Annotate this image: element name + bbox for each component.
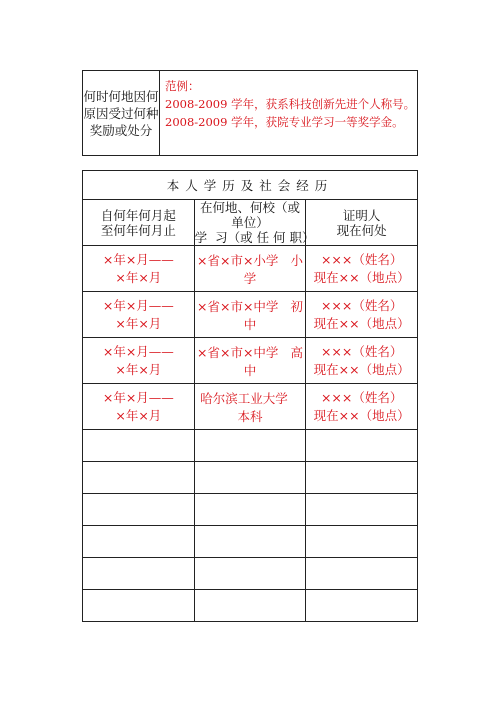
period-cell[interactable] [83,246,195,292]
witness-cell[interactable] [306,338,418,384]
period-from: ×年×月—— [102,251,174,267]
example-title: 范例： [165,79,200,93]
empty-table-row [83,430,418,462]
empty-cell[interactable] [83,590,195,622]
table-row [83,292,418,338]
witness-cell[interactable] [306,246,418,292]
witness-name: ×××（姓名） [320,251,403,267]
witness-name: ×××（姓名） [320,343,403,359]
empty-table-row [83,558,418,590]
witness-location: 现在××（地点） [313,361,410,377]
empty-cell[interactable] [83,558,195,590]
school-name: ×省×市×中学 [197,298,279,314]
place-cell[interactable] [194,246,306,292]
school-level: 本科 [237,408,263,424]
empty-table-row [83,462,418,494]
empty-cell[interactable] [306,558,418,590]
header-line: 学 习（或 任 何 职） [194,230,315,245]
empty-cell[interactable] [194,526,306,558]
period-to: ×年×月 [115,407,162,423]
table-row [83,246,418,292]
witness-cell[interactable] [306,292,418,338]
empty-cell[interactable] [83,430,195,462]
school-level: 初中 [243,298,303,332]
awards-example[interactable] [160,71,418,156]
header-place [194,200,315,246]
table-row [83,338,418,384]
witness-name: ×××（姓名） [320,389,403,405]
period-from: ×年×月—— [102,343,174,359]
empty-table-row [83,494,418,526]
example-line: 2008-2009 学年，获系科技创新先进个人称号。 [165,97,416,111]
empty-cell[interactable] [194,430,306,462]
period-to: ×年×月 [115,315,162,331]
place-cell[interactable] [194,384,306,430]
awards-label-line: 奖励或处分 [89,122,153,138]
empty-cell[interactable] [83,462,195,494]
period-cell[interactable] [83,384,195,430]
example-line: 2008-2009 学年，获院专业学习一等奖学金。 [165,115,404,129]
witness-cell[interactable] [306,384,418,430]
witness-location: 现在××（地点） [313,407,410,423]
period-cell[interactable] [83,292,195,338]
empty-cell[interactable] [194,462,306,494]
place-cell[interactable] [194,292,306,338]
empty-cell[interactable] [83,526,195,558]
awards-table [82,70,418,156]
period-from: ×年×月—— [102,389,174,405]
history-table [82,170,418,622]
witness-name: ×××（姓名） [320,297,403,313]
period-cell[interactable] [83,338,195,384]
awards-label-line: 何时何地因何 [83,88,159,104]
place-cell[interactable] [194,338,306,384]
empty-cell[interactable] [306,462,418,494]
empty-cell[interactable] [306,526,418,558]
awards-label [83,71,160,156]
header-period [83,200,195,246]
school-name: ×省×市×中学 [197,344,279,360]
empty-cell[interactable] [306,430,418,462]
school-name: 哈尔滨工业大学 [200,390,288,406]
header-line: 现在何处 [336,222,387,238]
school-level: 小学 [243,252,303,286]
table-row [83,384,418,430]
empty-cell[interactable] [194,494,306,526]
empty-cell[interactable] [83,494,195,526]
witness-location: 现在××（地点） [313,315,410,331]
awards-label-line: 原因受过何种 [83,105,159,121]
history-title: 本人学历及社会经历 [83,171,418,200]
witness-location: 现在××（地点） [313,269,410,285]
empty-cell[interactable] [306,590,418,622]
period-to: ×年×月 [115,269,162,285]
empty-cell[interactable] [194,558,306,590]
header-line: 证明人 [342,207,381,223]
school-level: 高中 [243,344,303,378]
empty-table-row [83,590,418,622]
empty-cell[interactable] [306,494,418,526]
empty-table-row [83,526,418,558]
period-to: ×年×月 [115,361,162,377]
header-line: 至何年何月止 [100,222,176,238]
school-name: ×省×市×小学 [197,252,279,268]
empty-cell[interactable] [194,590,306,622]
header-line: 自何年何月起 [100,207,176,223]
header-witness [306,200,418,246]
period-from: ×年×月—— [102,297,174,313]
header-line: 在何地、何校（或单位） [199,200,300,230]
